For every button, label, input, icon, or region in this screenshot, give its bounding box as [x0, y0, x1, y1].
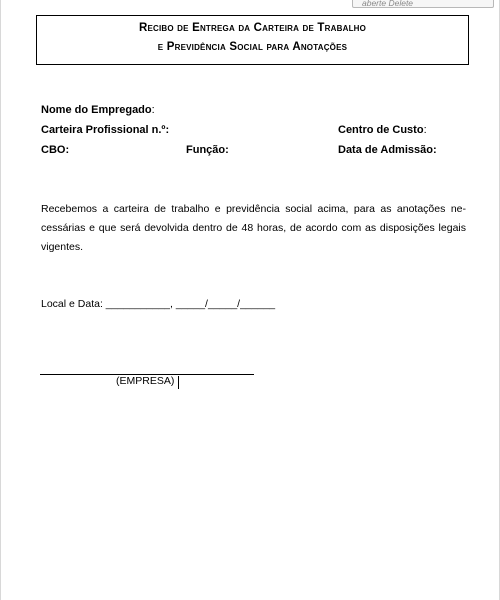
- field-funcao-label: Função:: [186, 144, 229, 156]
- title-line-1: Recibo de Entrega da Carteira de Trabalho: [138, 22, 367, 34]
- field-carteira-profissional: [41, 124, 169, 136]
- field-funcao: [186, 144, 229, 156]
- field-data-admissao: [338, 144, 437, 156]
- field-centro-custo-colon: :: [423, 124, 427, 136]
- field-centro-custo-label: Centro de Custo: [338, 124, 424, 136]
- title-line-2: e Previdência Social para Anotações: [157, 41, 348, 53]
- document-title-box: [36, 15, 469, 65]
- body-paragraph: Recebemos a carteira de trabalho e previdência social acima, para as anotações ne-cessárias e que será devolvida dentro de 48 horas, de acordo com as disposições legais vigentes.: [41, 203, 466, 253]
- field-cbo-label: CBO:: [41, 144, 70, 156]
- signature-label: (EMPRESA): [116, 375, 175, 387]
- top-tag-text: aberte Delete: [362, 0, 414, 8]
- field-nome-empregado: [41, 104, 155, 116]
- field-centro-custo: [338, 124, 427, 136]
- field-carteira-profissional-label: Carteira Profissional n.º:: [41, 124, 170, 136]
- field-data-admissao-label: Data de Admissão:: [338, 144, 437, 156]
- text-cursor: [178, 376, 179, 389]
- top-tag[interactable]: [352, 0, 494, 8]
- field-nome-empregado-label: Nome do Empregado: [41, 104, 152, 116]
- local-e-data-line: Local e Data: ___________, _____/_____/______: [41, 298, 276, 310]
- field-nome-empregado-colon: :: [151, 104, 155, 116]
- field-cbo: [41, 144, 69, 156]
